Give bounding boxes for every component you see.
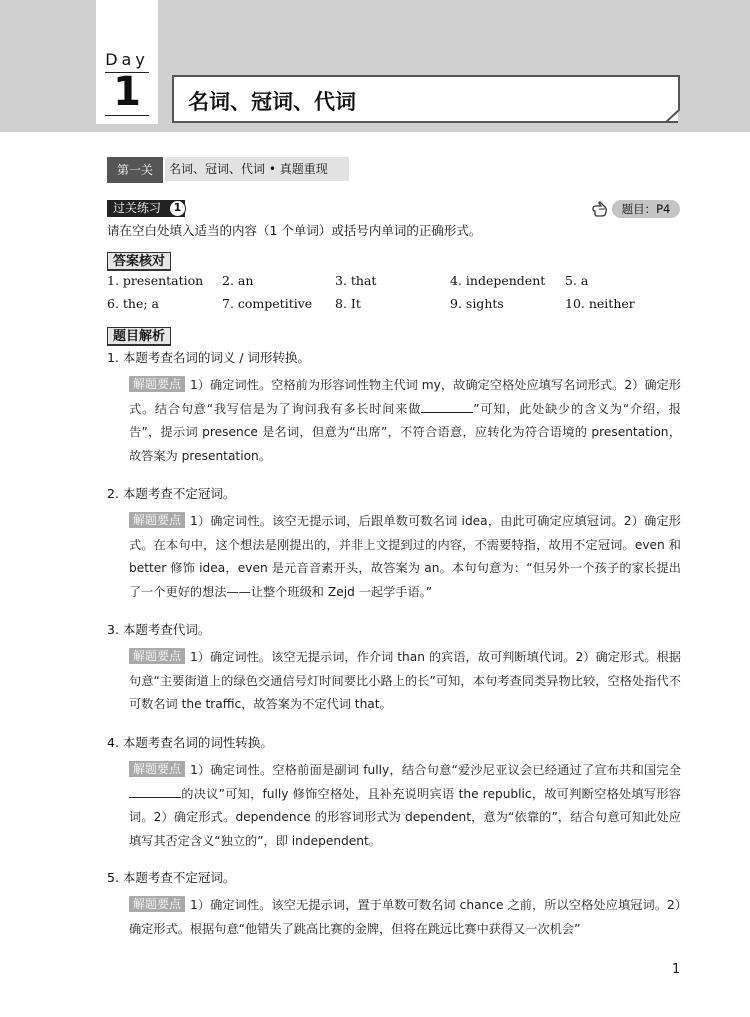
key-points-tag: 解题要点 bbox=[129, 512, 185, 528]
key-points-tag: 解题要点 bbox=[129, 761, 185, 777]
analysis-item-body: 解题要点 1）确定词性。该空无提示词，后跟单数可数名词 idea，由此可确定应填冠词。2）确定形式。在本句中，这个想法是刚提出的，并非上文提到过的内容，不需要特指，故用不定冠词。even 和 better 修饰 idea，even 是元音音素开头，故答案为 an。本句句意为：“但另外一个孩子的家长提出了一个更好的想法——让整个班级和 Zejd 一起学手语。” bbox=[129, 513, 681, 599]
analysis-item-1 bbox=[107, 348, 681, 468]
section-title: 名词、冠词、代词 • 真题重现 bbox=[165, 157, 349, 181]
analysis-item-heading: 3. 本题考查代词。 bbox=[107, 622, 211, 637]
analysis-item-heading: 2. 本题考查不定冠词。 bbox=[107, 486, 236, 501]
analysis-item-heading: 4. 本题考查名词的词性转换。 bbox=[107, 735, 273, 750]
analysis-item-4 bbox=[107, 733, 681, 853]
answer-4: 4. independent bbox=[450, 273, 546, 288]
topic-page-ref: 题目：P4 bbox=[612, 200, 680, 218]
analysis-item-body: 解题要点 1）确定词性。该空无提示词，置于单数可数名词 chance 之前，所以空格处应填冠词。2）确定形式。根据句意“他错失了跳高比赛的金牌，但将在跳远比赛中获得又一次机会” bbox=[129, 897, 681, 936]
answer-2: 2. an bbox=[222, 273, 254, 288]
title-box-corner bbox=[666, 75, 680, 123]
answer-1: 1. presentation bbox=[107, 273, 204, 288]
analysis-item-heading: 5. 本题考查不定冠词。 bbox=[107, 870, 236, 885]
day-rule-bottom bbox=[105, 115, 149, 116]
section-tag: 第一关 bbox=[107, 157, 163, 183]
section-banner bbox=[107, 157, 345, 183]
answer-6: 6. the; a bbox=[107, 296, 160, 311]
analysis-item-body: 解题要点 1）确定词性。空格前为形容词性物主代词 my，故确定空格处应填写名词形式。2）确定形式。结合句意“我写信是为了询问我有多长时间来做 ”可知，此处缺少的含义为“介绍，报告”，提示词 presence 是名词，但意为“出席”，不符合语意，应转化为符合语境的 presentation，故答案为 presentation。 bbox=[129, 377, 681, 463]
key-points-tag: 解题要点 bbox=[129, 896, 185, 912]
analysis-item-3 bbox=[107, 620, 681, 717]
answer-9: 9. sights bbox=[450, 296, 504, 311]
analysis-heading: 题目解析 bbox=[107, 327, 171, 346]
analysis-item-body: 解题要点 1）确定词性。空格前面是副词 fully，结合句意“爱沙尼亚议会已经通过了宣布共和国完全的决议”可知，fully 修饰空格处，且补充说明宾语 the republic，故可判断空格处填写形容词。2）确定形式。dependence 的形容词形式为 dependent，意为“依靠的”，结合句意可知此处应填写其否定含义“独立的”，即 independent。 bbox=[129, 762, 681, 848]
day-label: Day bbox=[105, 50, 149, 69]
practice-label: 过关练习 bbox=[107, 200, 185, 217]
practice-number: 1 bbox=[169, 200, 186, 217]
key-points-tag: 解题要点 bbox=[129, 648, 185, 664]
day-badge bbox=[96, 0, 158, 124]
page-title: 名词、冠词、代词 bbox=[188, 90, 356, 114]
page-number: 1 bbox=[672, 962, 681, 977]
title-box bbox=[172, 75, 678, 123]
day-number: 1 bbox=[113, 69, 141, 115]
answer-10: 10. neither bbox=[565, 296, 635, 311]
answer-blank bbox=[421, 401, 473, 413]
answer-blank bbox=[129, 786, 181, 798]
answer-3: 3. that bbox=[335, 273, 377, 288]
answer-7: 7. competitive bbox=[222, 296, 313, 311]
key-points-tag: 解题要点 bbox=[129, 376, 185, 392]
analysis-item-2 bbox=[107, 484, 681, 604]
pointing-hand-icon bbox=[590, 200, 610, 218]
answer-8: 8. It bbox=[335, 296, 361, 311]
answer-5: 5. a bbox=[565, 273, 589, 288]
analysis-item-body: 解题要点 1）确定词性。该空无提示词，作介词 than 的宾语，故可判断填代词。2）确定形式。根据句意“主要街道上的绿色交通信号灯时间要比小路上的长”可知，本句考查同类异物比较，空格处指代不可数名词 the traffic，故答案为不定代词 that。 bbox=[129, 649, 681, 712]
analysis-item-5 bbox=[107, 868, 681, 941]
instruction-text: 请在空白处填入适当的内容（1 个单词）或括号内单词的正确形式。 bbox=[107, 223, 482, 238]
analysis-item-heading: 1. 本题考查名词的词义 / 词形转换。 bbox=[107, 350, 311, 365]
answers-heading: 答案核对 bbox=[107, 252, 171, 271]
